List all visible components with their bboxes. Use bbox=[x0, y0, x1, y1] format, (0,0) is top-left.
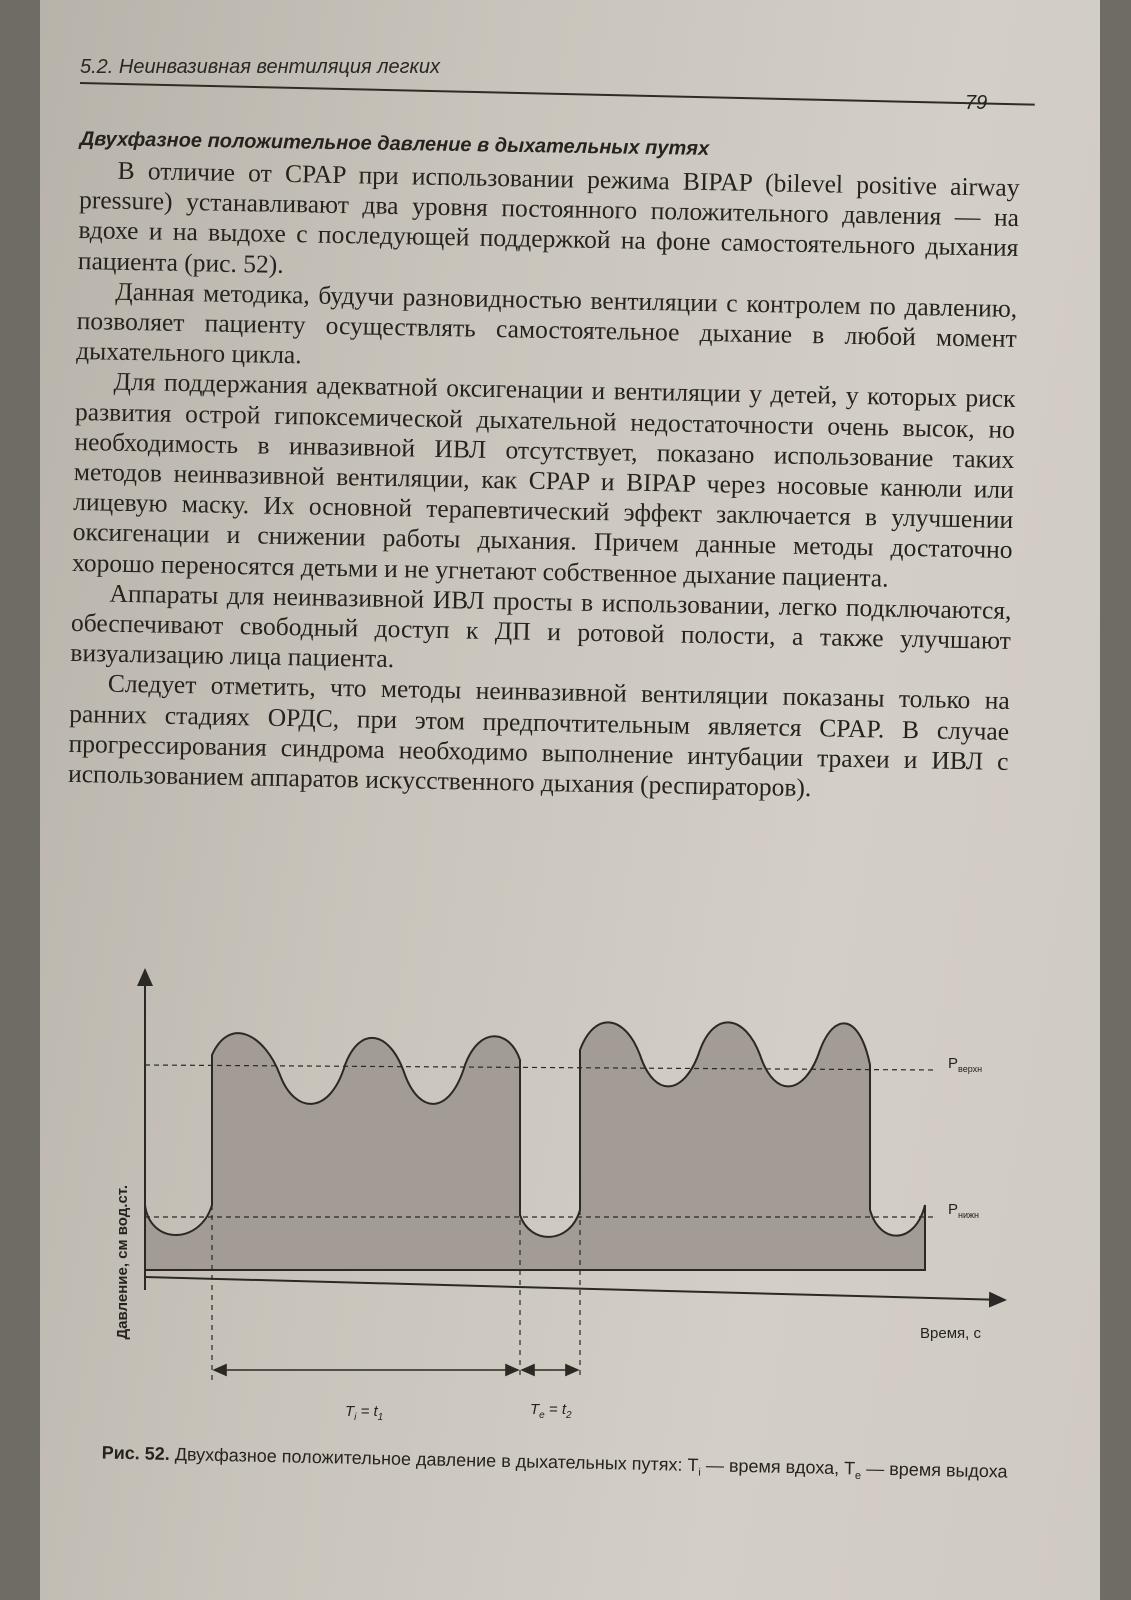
y-axis-label: Давление, см вод.ст. bbox=[114, 1185, 131, 1340]
ti-eq: = t bbox=[356, 1403, 378, 1420]
book-page bbox=[40, 0, 1100, 1600]
caption-prefix: Рис. 52. bbox=[101, 1442, 171, 1464]
t2-sub: 2 bbox=[566, 1410, 572, 1421]
pressure-figure bbox=[90, 955, 1030, 1435]
caption-sub-e: e bbox=[854, 1469, 862, 1483]
te-eq: = t bbox=[544, 1401, 566, 1418]
paragraph: Следует отметить, что методы неинвазивной вентиляции показаны только на ранних стадиях ОРДС, при этом предпочтительным является CPAP. В случае прогрессирования синдрома необходимо выполнение интубации трахеи и ИВЛ с использованием аппаратов искусственного дыхания (респираторов). bbox=[67, 669, 1010, 803]
caption-text: Двухфазное положительное давление в дыхательных путях: T bbox=[174, 1444, 699, 1476]
caption-mid: — время вдоха, T bbox=[700, 1455, 856, 1479]
running-head: 5.2. Неинвазивная вентиляция легких bbox=[80, 56, 441, 78]
caption-sub-i: i bbox=[698, 1466, 701, 1479]
ti-label bbox=[345, 1403, 383, 1423]
pressure-waveform-area bbox=[145, 1022, 925, 1270]
te-sub: e bbox=[539, 1410, 545, 1421]
paragraph: В отличие от CPAP при использовании режима BIPAP (bilevel positive airway pressure) устанавливают два уровня постоянного положительного давления — на вдохе и на выдохе с последующей поддержкой на фоне самостоятельного дыхания пациента (рис. 52). bbox=[77, 155, 1020, 279]
pressure-diagram bbox=[90, 955, 1030, 1435]
ti-sub: i bbox=[354, 1412, 357, 1423]
p-upper-sub: верхн bbox=[958, 1064, 983, 1074]
te-symbol: T bbox=[530, 1401, 540, 1418]
caption-end: — время выдоха bbox=[861, 1458, 1008, 1482]
p-lower-sub: нижн bbox=[958, 1210, 980, 1220]
paragraph: Данная методика, будучи разновидностью вентиляции с контролем по давлению, позволяет пациенту осуществлять самостоятельное дыхание в любой момент дыхательного цикла. bbox=[75, 276, 1018, 370]
te-label bbox=[530, 1401, 572, 1421]
body-text bbox=[68, 155, 1020, 807]
x-axis bbox=[145, 1277, 1005, 1300]
paragraph: Аппараты для неинвазивной ИВЛ просты в использовании, легко подключаются, обеспечивают свободный доступ к ДП и ротовой полости, а также улучшают визуализацию лица пациента. bbox=[70, 578, 1012, 674]
section-title: Двухфазное положительное давление в дыхательных путях bbox=[79, 128, 710, 160]
t1-sub: 1 bbox=[377, 1412, 384, 1423]
ti-symbol: T bbox=[345, 1403, 355, 1420]
figure-caption bbox=[74, 1440, 1034, 1492]
p-lower-label bbox=[948, 1201, 979, 1220]
paragraph: Для поддержания адекватной оксигенации и вентиляции у детей, у которых риск развития острой гипоксемической дыхательной недостаточности очень высок, но необходимость в инвазивной ИВЛ отсутствует, показано использование таких методов неинвазивной вентиляции, как CPAP и BIPAP через носовые канюли или лицевую маску. Их основной терапевтический эффект заключается в улучшении оксигенации и снижении работы дыхания. Причем данные методы достаточно хорошо переносятся детьми и не угнетают собственное дыхание пациента. bbox=[71, 367, 1016, 593]
x-axis-label: Время, с bbox=[920, 1325, 981, 1342]
page-number: 79 bbox=[965, 92, 988, 114]
p-upper-main: P bbox=[948, 1055, 959, 1072]
header-rule bbox=[80, 82, 1035, 106]
p-lower-main: P bbox=[948, 1201, 959, 1218]
p-upper-label bbox=[948, 1055, 982, 1074]
